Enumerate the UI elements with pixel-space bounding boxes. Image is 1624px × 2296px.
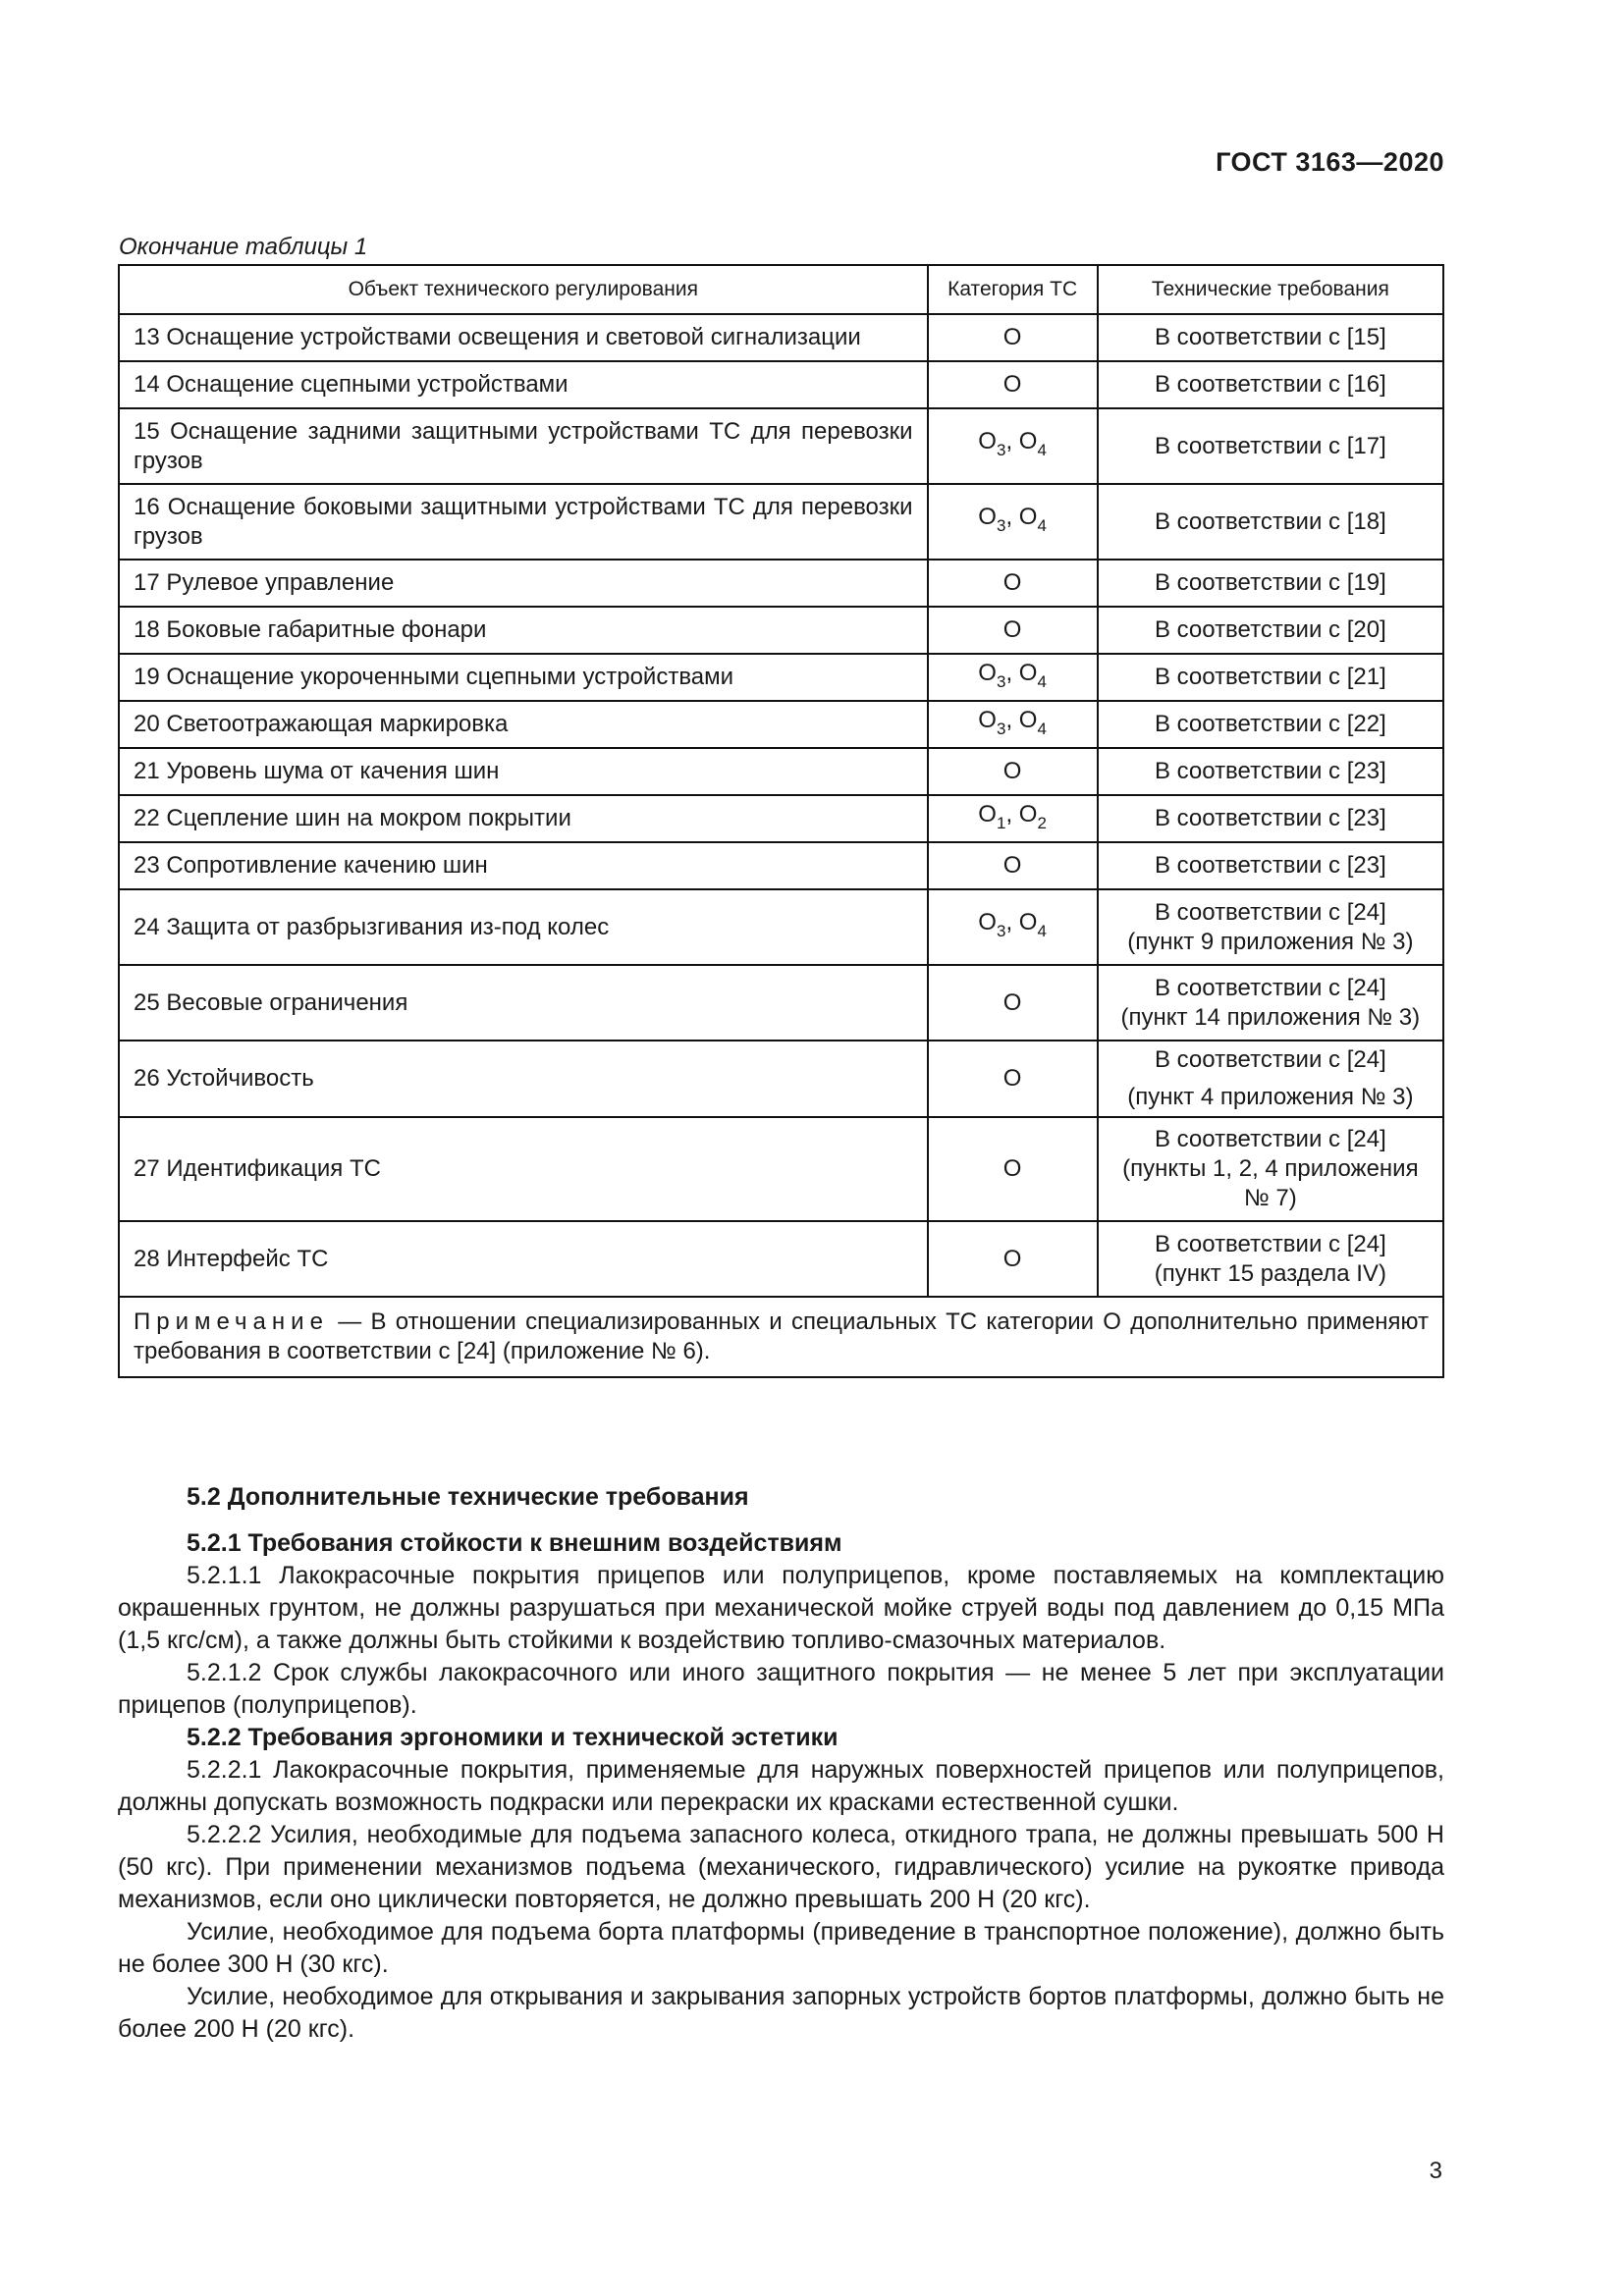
table-row (119, 748, 1443, 795)
requirement-cell (1098, 560, 1443, 607)
requirement-cell (1098, 965, 1443, 1041)
category-subscript: 3 (996, 441, 1006, 459)
page-number: 3 (1429, 2158, 1442, 2184)
object-cell: 25 Весовые ограничения (119, 965, 928, 1041)
category-letter: O (1018, 909, 1038, 935)
requirement-line: (пункт 4 приложения № 3) (1127, 1084, 1414, 1110)
column-header: Объект технического регулирования (119, 265, 928, 314)
table-row (119, 361, 1443, 408)
requirement-line: В соответствии с [21] (1154, 664, 1386, 690)
requirement-line: В соответствии с [20] (1154, 616, 1386, 643)
category-cell: O (928, 1041, 1098, 1117)
category-cell: O (928, 1221, 1098, 1297)
table-row (119, 1221, 1443, 1297)
category-cell: $O_3$, $O_4$ (928, 701, 1098, 748)
table-row (119, 408, 1443, 484)
paragraph-5-2-1-1: 5.2.1.1 Лакокрасочные покрытия прицепов или полуприцепов, кроме поставляемых на комплектацию окрашенных грунтом, не должны разрушаться при механической мойке струей воды под давлением до 0,15 МПа (1,5 кгс/см), а также должны быть стойкими к воздействию топливо-смазочных материалов. (118, 1562, 1444, 1654)
note-text: — В отношении специализированных и специальных ТС категории O дополнительно применяют требования в соответствии с [24] (приложение № 6). (134, 1308, 1429, 1364)
requirement-cell (1098, 748, 1443, 795)
category-letter: O (978, 504, 997, 530)
category-cell: O (928, 560, 1098, 607)
category-subscript: 4 (1037, 671, 1047, 691)
requirement-cell (1098, 654, 1443, 701)
table-row (119, 889, 1443, 965)
requirement-line: В соответствии с [15] (1154, 324, 1386, 350)
requirement-line: В соответствии с [23] (1154, 805, 1386, 831)
category-cell: O (928, 965, 1098, 1041)
requirements-table (118, 264, 1444, 1378)
category-cell: $O_3$, $O_4$ (928, 484, 1098, 560)
table-row (119, 314, 1443, 361)
category-letter: O (1018, 504, 1038, 530)
table-row (119, 842, 1443, 889)
category-letter: O (1018, 428, 1038, 454)
table-header-row (119, 265, 1443, 314)
category-subscript: 2 (1037, 813, 1047, 832)
requirement-line: В соответствии с [16] (1154, 371, 1386, 398)
requirement-cell (1098, 1221, 1443, 1297)
section-5-2-2-title: 5.2.2 Требования эргономики и технической эстетики (187, 1724, 839, 1751)
section-5-2-title: 5.2 Дополнительные технические требования (187, 1483, 749, 1511)
category-cell: $O_3$, $O_4$ (928, 654, 1098, 701)
requirement-cell (1098, 889, 1443, 965)
requirement-line: (пункт 15 раздела IV) (1154, 1259, 1386, 1287)
object-cell: 16 Оснащение боковыми защитными устройствами ТС для перевозки грузов (119, 484, 928, 560)
requirement-cell (1098, 314, 1443, 361)
category-letter: O (1018, 800, 1038, 828)
category-subscript: 3 (996, 516, 1006, 535)
requirement-line: (пункт 9 приложения № 3) (1127, 928, 1414, 955)
object-cell: 21 Уровень шума от качения шин (119, 748, 928, 795)
requirement-cell (1098, 607, 1443, 654)
paragraph-5-2-1-2: 5.2.1.2 Срок службы лакокрасочного или иного защитного покрытия — не менее 5 лет при эксплуатации прицепов (полуприцепов). (118, 1659, 1444, 1719)
category-subscript: 1 (996, 813, 1006, 832)
section-5-2-body (118, 1527, 1444, 2046)
table-row (119, 484, 1443, 560)
requirement-line: В соответствии с [19] (1154, 569, 1386, 596)
table-note-row (119, 1297, 1443, 1377)
object-cell: 14 Оснащение сцепными устройствами (119, 361, 928, 408)
column-header: Технические требования (1098, 265, 1443, 314)
category-letter: O (978, 706, 997, 733)
paragraph-board-force: Усилие, необходимое для подъема борта платформы (приведение в транспортное положение), должно быть не более 300 Н (30 кгс). (118, 1918, 1444, 1978)
object-cell: 17 Рулевое управление (119, 560, 928, 607)
object-cell: 20 Светоотражающая маркировка (119, 701, 928, 748)
object-cell: 13 Оснащение устройствами освещения и световой сигнализации (119, 314, 928, 361)
category-cell: O (928, 748, 1098, 795)
table-note (119, 1297, 1443, 1377)
object-cell: 24 Защита от разбрызгивания из-под колес (119, 889, 928, 965)
requirement-line: № 7) (1243, 1185, 1297, 1211)
category-cell: $O_1$, $O_2$ (928, 795, 1098, 842)
category-cell: O (928, 1117, 1098, 1221)
object-cell: 19 Оснащение укороченными сцепными устройствами (119, 654, 928, 701)
category-subscript: 4 (1037, 516, 1047, 535)
requirement-cell (1098, 361, 1443, 408)
object-cell: 23 Сопротивление качению шин (119, 842, 928, 889)
document-id: ГОСТ 3163—2020 (1216, 147, 1444, 177)
table-row (119, 607, 1443, 654)
requirement-cell (1098, 842, 1443, 889)
requirement-line: В соответствии с [24] (1154, 1046, 1386, 1073)
category-subscript: 4 (1037, 441, 1047, 459)
requirement-cell (1098, 1041, 1443, 1117)
object-cell: 28 Интерфейс ТС (119, 1221, 928, 1297)
table-row (119, 701, 1443, 748)
category-cell: $O_3$, $O_4$ (928, 408, 1098, 484)
requirement-line: В соответствии с [23] (1154, 852, 1386, 879)
column-header: Категория ТС (928, 265, 1098, 314)
paragraph-lock-force: Усилие, необходимое для открывания и закрывания запорных устройств бортов платформы, должно быть не более 200 Н (20 кгс). (118, 1983, 1444, 2043)
requirement-line: (пункты 1, 2, 4 приложения (1122, 1155, 1419, 1182)
category-subscript: 4 (1037, 719, 1047, 738)
table-row (119, 965, 1443, 1041)
requirement-line: В соответствии с [17] (1154, 432, 1386, 459)
category-cell: O (928, 607, 1098, 654)
category-cell: O (928, 314, 1098, 361)
category-subscript: 3 (996, 671, 1006, 691)
table-row (119, 1041, 1443, 1117)
object-cell: 27 Идентификация ТС (119, 1117, 928, 1221)
table-row (119, 795, 1443, 842)
category-letter: O (1018, 659, 1038, 686)
section-5-2-1-title: 5.2.1 Требования стойкости к внешним воздействиям (187, 1529, 842, 1557)
category-letter: O (978, 659, 997, 686)
requirement-line: В соответствии с [23] (1154, 758, 1386, 784)
requirement-line: В соответствии с [22] (1154, 711, 1386, 737)
requirement-line: В соответствии с [24] (1154, 898, 1386, 926)
category-cell: $O_3$, $O_4$ (928, 889, 1098, 965)
category-cell: O (928, 361, 1098, 408)
category-letter: O (978, 909, 997, 935)
requirement-line: (пункт 14 приложения № 3) (1120, 1003, 1421, 1031)
requirement-cell (1098, 484, 1443, 560)
category-subscript: 4 (1037, 922, 1047, 940)
requirement-cell (1098, 701, 1443, 748)
object-cell: 18 Боковые габаритные фонари (119, 607, 928, 654)
requirement-cell (1098, 1117, 1443, 1221)
category-subscript: 3 (996, 719, 1006, 738)
requirement-cell (1098, 408, 1443, 484)
category-cell: O (928, 842, 1098, 889)
object-cell: 22 Сцепление шин на мокром покрытии (119, 795, 928, 842)
requirement-line: В соответствии с [24] (1154, 1230, 1386, 1257)
requirement-line: В соответствии с [24] (1154, 1126, 1386, 1152)
table-caption: Окончание таблицы 1 (119, 234, 368, 260)
paragraph-5-2-2-1: 5.2.2.1 Лакокрасочные покрытия, применяемые для наружных поверхностей прицепов или полуприцепов, должны допускать возможность подкраски или перекраски их красками естественной сушки. (118, 1756, 1444, 1816)
paragraph-5-2-2-2: 5.2.2.2 Усилия, необходимые для подъема запасного колеса, откидного трапа, не должны превышать 500 Н (50 кгс). При применении механизмов подъема (механического, гидравлического) усилие на рукоятке привода механизмов, если оно циклически повторяется, не должно превышать 200 Н (20 кгс). (118, 1821, 1444, 1913)
category-letter: O (978, 428, 997, 454)
table-row (119, 654, 1443, 701)
requirement-line: В соответствии с [24] (1154, 974, 1386, 1001)
category-letter: O (978, 800, 997, 828)
table-row (119, 1117, 1443, 1221)
table-row (119, 560, 1443, 607)
object-cell: 26 Устойчивость (119, 1041, 928, 1117)
category-letter: O (1018, 706, 1038, 733)
category-subscript: 3 (996, 922, 1006, 940)
requirement-cell (1098, 795, 1443, 842)
requirement-line: В соответствии с [18] (1154, 507, 1386, 535)
note-label: Примечание (134, 1308, 329, 1335)
object-cell: 15 Оснащение задними защитными устройствами ТС для перевозки грузов (119, 408, 928, 484)
